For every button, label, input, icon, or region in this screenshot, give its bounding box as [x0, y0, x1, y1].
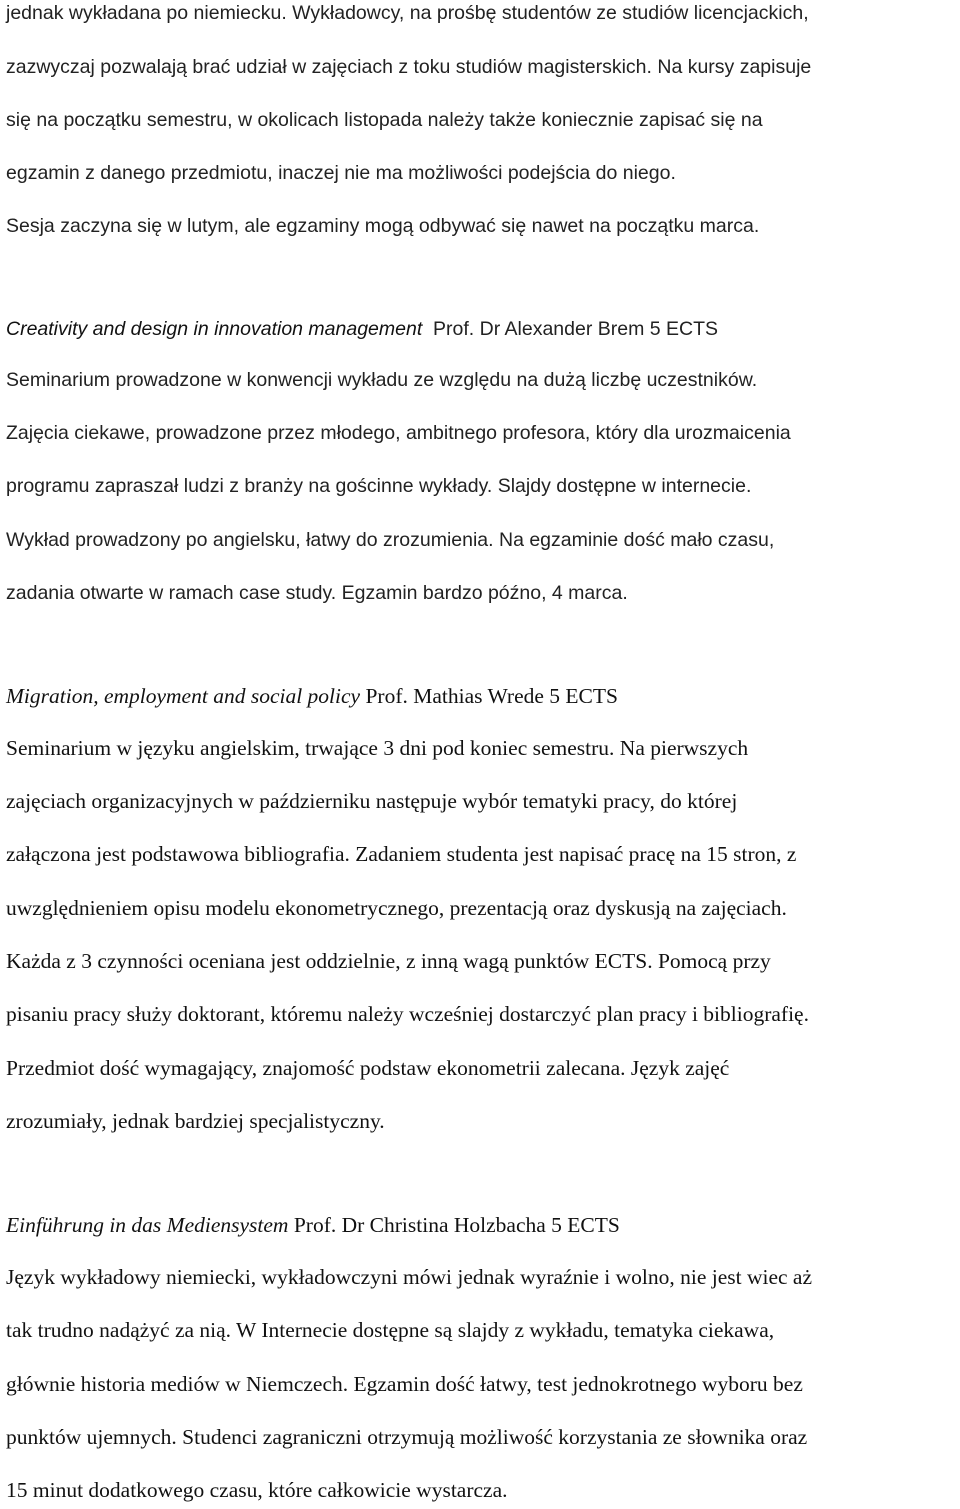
course-instructor: Prof. Mathias Wrede 5 ECTS	[365, 684, 618, 708]
course-line: Język wykładowy niemiecki, wykładowczyni mówi jednak wyraźnie i wolno, nie jest wiec aż	[6, 1265, 813, 1289]
course-line: Każda z 3 czynności oceniana jest oddzielnie, z inną wagą punktów ECTS. Pomocą przy	[6, 949, 771, 973]
course-heading	[6, 683, 958, 709]
course-line: Seminarium prowadzone w konwencji wykładu ze względu na dużą liczbę uczestników.	[6, 369, 758, 391]
course-line: programu zapraszał ludzi z branży na gościnne wykłady. Slajdy dostępne w internecie.	[6, 475, 752, 497]
course-line: punktów ujemnych. Studenci zagraniczni otrzymują możliwość korzystania ze słownika oraz	[6, 1425, 808, 1449]
intro-line: jednak wykładana po niemiecku. Wykładowcy, na prośbę studentów ze studiów licencjackich,	[6, 2, 809, 24]
course-instructor: Prof. Dr Alexander Brem 5 ECTS	[433, 318, 719, 340]
course-line: tak trudno nadążyć za nią. W Internecie dostępne są slajdy z wykładu, tematyka ciekawa,	[6, 1318, 775, 1342]
course-heading	[6, 1212, 958, 1238]
course-line: Przedmiot dość wymagający, znajomość podstaw ekonometrii zalecana. Język zajęć	[6, 1056, 730, 1080]
course-line: zrozumiały, jednak bardziej specjalistyczny.	[6, 1109, 385, 1133]
course-title: Creativity and design in innovation management	[6, 318, 423, 340]
intro-line: zazwyczaj pozwalają brać udział w zajęciach z toku studiów magisterskich. Na kursy zapisuje	[6, 56, 812, 78]
course-line: Seminarium w języku angielskim, trwające 3 dni pod koniec semestru. Na pierwszych	[6, 736, 749, 760]
course-line: Zajęcia ciekawe, prowadzone przez młodego, ambitnego profesora, który dla urozmaicenia	[6, 422, 791, 444]
course-line: zajęciach organizacyjnych w październiku następuje wybór tematyki pracy, do której	[6, 789, 738, 813]
course-instructor: Prof. Dr Christina Holzbacha 5 ECTS	[293, 1213, 620, 1237]
intro-line: egzamin z danego przedmiotu, inaczej nie ma możliwości podejścia do niego.	[6, 162, 676, 184]
course-heading	[6, 315, 958, 341]
course-line: 15 minut dodatkowego czasu, które całkowicie wystarcza.	[6, 1478, 508, 1502]
course-line: uwzględnieniem opisu modelu ekonometrycznego, prezentacją oraz dyskusją na zajęciach.	[6, 896, 787, 920]
intro-line: się na początku semestru, w okolicach listopada należy także koniecznie zapisać się na	[6, 109, 763, 131]
course-title: Migration, employment and social policy	[6, 684, 361, 708]
course-title: Einführung in das Mediensystem	[6, 1213, 289, 1237]
intro-line: Sesja zaczyna się w lutym, ale egzaminy mogą odbywać się nawet na początku marca.	[6, 215, 760, 237]
course-line: zadania otwarte w ramach case study. Egzamin bardzo późno, 4 marca.	[6, 582, 628, 604]
course-line: załączona jest podstawowa bibliografia. Zadaniem studenta jest napisać pracę na 15 stron, z	[6, 842, 797, 866]
course-line: Wykład prowadzony po angielsku, łatwy do zrozumienia. Na egzaminie dość mało czasu,	[6, 529, 775, 551]
course-line: pisaniu pracy służy doktorant, któremu należy wcześniej dostarczyć plan pracy i bibliografię.	[6, 1002, 809, 1026]
course-line: głównie historia mediów w Niemczech. Egzamin dość łatwy, test jednokrotnego wyboru bez	[6, 1372, 803, 1396]
